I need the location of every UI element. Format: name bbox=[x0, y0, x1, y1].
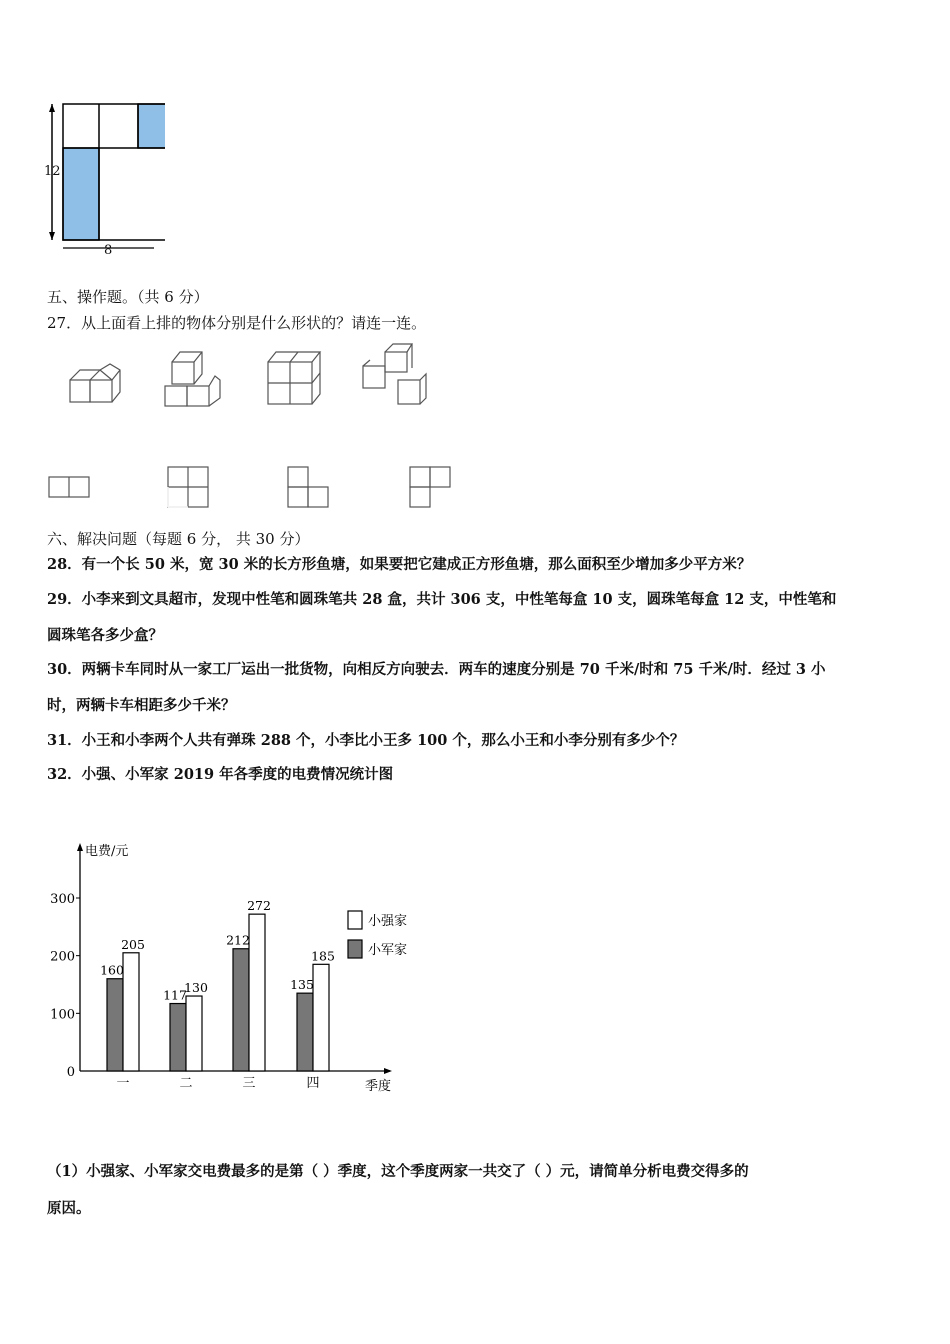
category-label: 一 bbox=[116, 1076, 130, 1091]
top-view-shapes bbox=[40, 460, 460, 515]
cube-object-1 bbox=[70, 364, 120, 402]
data-label: 212 bbox=[226, 932, 250, 948]
cube-object-4 bbox=[363, 344, 426, 404]
section5-heading: 五、操作题。（共 6 分） bbox=[47, 288, 209, 306]
electricity-bar-chart bbox=[40, 835, 440, 1100]
bar bbox=[123, 953, 139, 1071]
legend-label: 小军家 bbox=[368, 943, 408, 958]
chart-labels bbox=[50, 843, 391, 1094]
data-label: 160 bbox=[100, 962, 124, 978]
x-axis-label: 季度 bbox=[365, 1079, 392, 1094]
y-tick-label: 0 bbox=[66, 1065, 75, 1080]
bar bbox=[297, 993, 313, 1071]
question-32: 32．小强、小军家 2019 年各季度的电费情况统计图 bbox=[47, 766, 394, 783]
bar bbox=[107, 979, 123, 1071]
cube-object-2 bbox=[165, 352, 220, 406]
top-view-4 bbox=[410, 467, 450, 507]
bar bbox=[170, 1004, 186, 1071]
y-axis-label: 电费/元 bbox=[85, 844, 129, 859]
question-32-sub1-line1: （1）小强家、小军家交电费最多的是第（ ）季度，这个季度两家一共交了（ ）元，请简单分析电费交得多的 bbox=[47, 1163, 749, 1180]
section6-heading: 六、解决问题（每题 6 分， 共 30 分） bbox=[47, 530, 310, 548]
category-label: 四 bbox=[306, 1076, 320, 1091]
shaded-rectangle-figure bbox=[40, 95, 165, 265]
chart-legend bbox=[348, 911, 407, 958]
y-tick-label: 200 bbox=[50, 949, 75, 965]
bar bbox=[186, 996, 202, 1071]
data-label: 272 bbox=[247, 898, 271, 914]
question-28: 28．有一个长 50 米，宽 30 米的长方形鱼塘，如果要把它建成正方形鱼塘，那么面积至少增加多少平方米？ bbox=[47, 556, 752, 573]
top-view-2 bbox=[168, 467, 208, 507]
question-31: 31．小王和小李两个人共有弹珠 288 个，小李比小王多 100 个，那么小王和小李分别有多少个？ bbox=[47, 732, 685, 749]
category-label: 二 bbox=[179, 1076, 193, 1091]
y-tick-label: 300 bbox=[50, 892, 75, 907]
cube-object-3 bbox=[268, 352, 320, 404]
question-30-line1: 30．两辆卡车同时从一家工厂运出一批货物，向相反方向驶去．两车的速度分别是 70 千米/时和 75 千米/时．经过 3 小 bbox=[47, 661, 826, 678]
height-label: 12 bbox=[44, 164, 61, 179]
y-tick-label: 100 bbox=[50, 1007, 75, 1023]
top-view-3 bbox=[288, 467, 328, 507]
question-29-line2: 圆珠笔各多少盒？ bbox=[47, 627, 163, 644]
question-30-line2: 时，两辆卡车相距多少千米？ bbox=[47, 697, 236, 714]
data-label: 185 bbox=[311, 948, 335, 964]
question-29-line1: 29．小李来到文具超市，发现中性笔和圆珠笔共 28 盒，共计 306 支，中性笔每盒 10 支，圆珠笔每盒 12 支，中性笔和 bbox=[47, 591, 837, 608]
legend-label: 小强家 bbox=[368, 914, 408, 929]
legend-swatch bbox=[348, 911, 362, 929]
shaded-part-left bbox=[63, 148, 99, 240]
top-view-1 bbox=[49, 477, 89, 497]
bar bbox=[313, 964, 329, 1071]
data-label: 117 bbox=[163, 987, 187, 1003]
y-axis-arrow bbox=[77, 843, 83, 851]
question-27: 27．从上面看上排的物体分别是什么形状的？请连一连。 bbox=[47, 314, 427, 332]
legend-swatch bbox=[348, 940, 362, 958]
shaded-part-top bbox=[138, 104, 165, 148]
cube-objects bbox=[60, 340, 440, 415]
bar bbox=[233, 949, 249, 1071]
category-label: 三 bbox=[242, 1076, 256, 1091]
bar bbox=[249, 914, 265, 1071]
data-label: 135 bbox=[290, 977, 314, 993]
question-32-sub1-line2: 原因。 bbox=[47, 1200, 91, 1217]
x-axis-arrow bbox=[384, 1068, 392, 1074]
data-label: 205 bbox=[121, 936, 145, 952]
data-label: 130 bbox=[184, 980, 208, 996]
width-label: 8 bbox=[104, 243, 113, 258]
